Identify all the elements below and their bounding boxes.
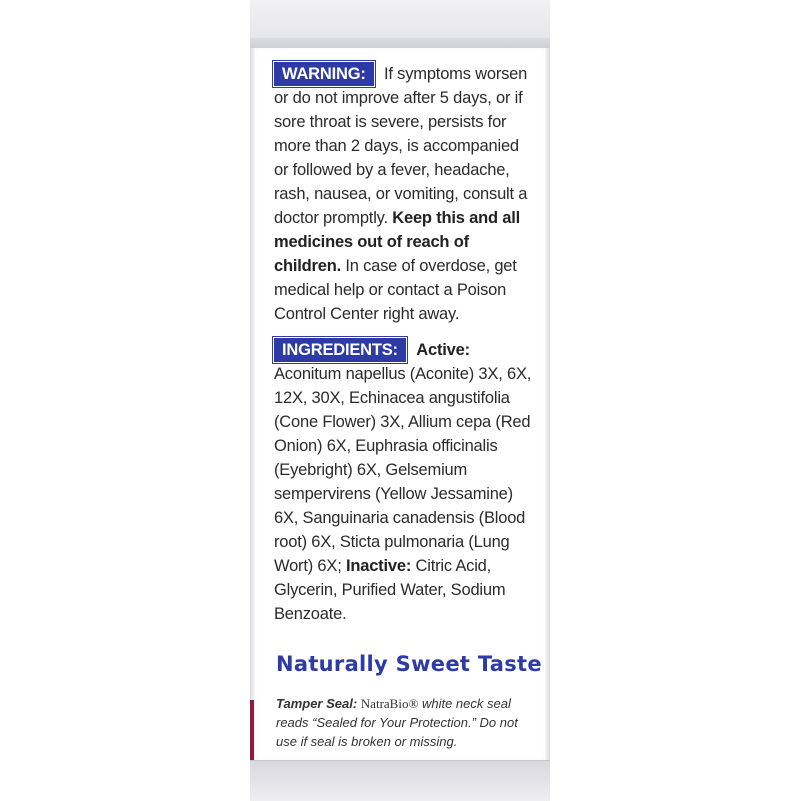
inactive-label: Inactive:	[345, 557, 412, 575]
tamper-text: white neck seal reads “Sealed for Your Protection.” Do not use if seal is broken or missing.	[276, 696, 518, 749]
warning-overdose-text: In case of overdose, get medical help or contact a Poison Control Center right away.	[274, 257, 517, 323]
inactive-ingredients: Citric Acid, Glycerin, Purified Water, Sodium Benzoate.	[274, 557, 506, 623]
active-ingredients: Aconitum napellus (Aconite) 3X, 6X, 12X, 30X, Echinacea angustifolia (Cone Flower) 3X, Allium cepa (Red Onion) 6X, Euphrasia officinalis (Eyebright) 6X, Gelsemium sempervirens (Yellow Jessamine) 6X, Sanguinaria canadensis (Blood root) 6X, Sticta pulmonaria (Lung Wort) 6X;	[274, 365, 532, 575]
box-bottom-edge	[250, 760, 550, 801]
ingredients-section	[274, 338, 536, 626]
ingredients-label: INGREDIENTS:	[274, 338, 406, 362]
warning-keep-away-text: Keep this and all medicines out of reach of children.	[274, 209, 520, 275]
box-top-flap	[250, 38, 550, 48]
warning-section	[274, 62, 536, 326]
warning-text: If symptoms worsen or do not improve after 5 days, or if sore throat is severe, persists for more than 2 days, is accompanied or followed by a fever, headache, rash, nausea, or vomiting, consult a doctor promptly.	[274, 65, 528, 227]
tagline: Naturally Sweet Taste	[276, 652, 542, 676]
tamper-seal-note	[276, 694, 538, 751]
label-text	[274, 62, 536, 626]
active-label: Active:	[416, 341, 470, 359]
tamper-label: Tamper Seal:	[276, 696, 358, 711]
warning-label: WARNING:	[274, 62, 374, 86]
panel-left-edge	[250, 48, 256, 760]
brand-name: NatraBio®	[360, 696, 419, 711]
panel-accent-stripe	[250, 700, 254, 760]
